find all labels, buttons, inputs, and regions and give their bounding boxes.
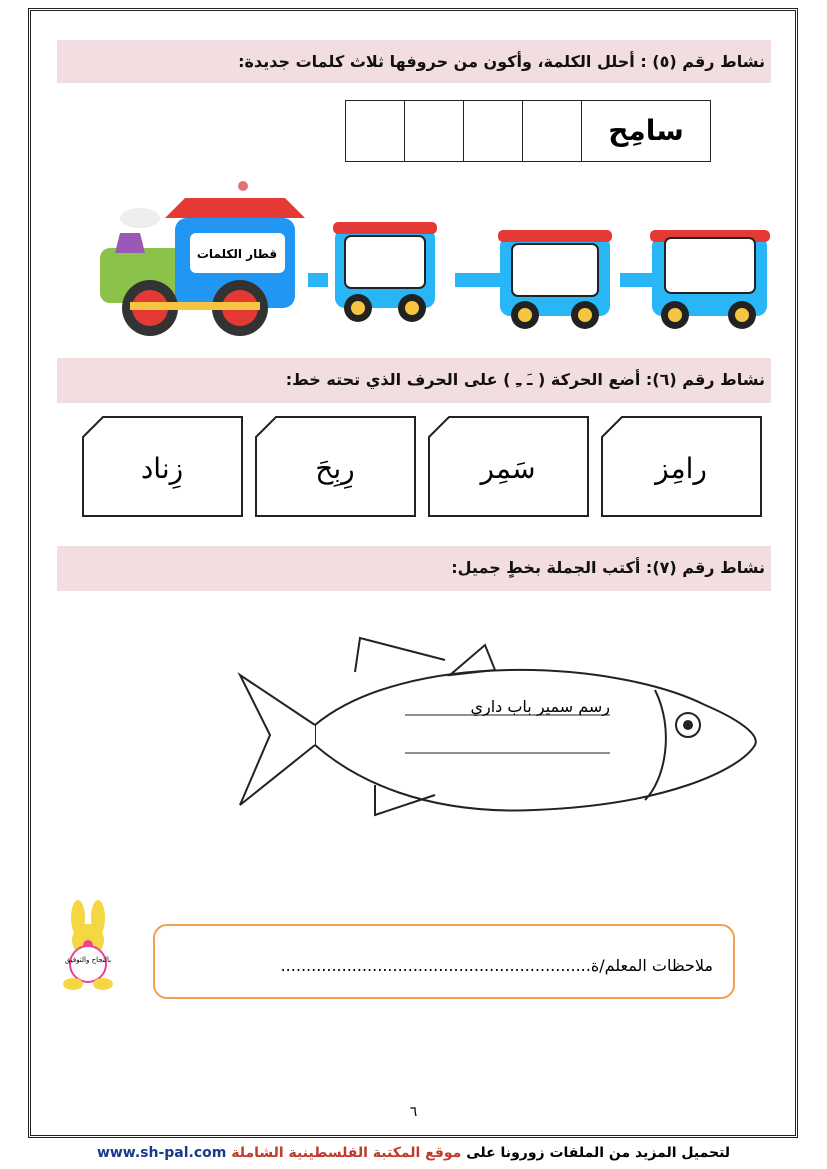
word-card xyxy=(82,416,242,517)
word-card xyxy=(601,416,761,517)
word-cell: سامِح xyxy=(581,101,710,161)
word-card-text: سَمِر xyxy=(480,452,536,485)
word-card xyxy=(428,416,588,517)
word-card-text: رامِز xyxy=(655,452,707,485)
train-car xyxy=(333,222,437,322)
badge-text: بالنجاح والتوفيق xyxy=(64,956,112,964)
model-sentence: رسم سمير باب داري xyxy=(470,697,610,716)
footer-url[interactable]: www.sh-pal.com xyxy=(96,1145,232,1161)
activity5-title: نشاط رقم (٥) : أحلل الكلمة، وأكون من حروفها ثلاث كلمات جديدة: xyxy=(57,40,771,83)
activity6-title: نشاط رقم (٦): أضع الحركة ( ـَ ـِ ) على الحرف الذي تحته خط: xyxy=(57,358,771,403)
train-car xyxy=(650,230,770,329)
activity7-title: نشاط رقم (٧): أكتب الجملة بخطٍ جميل: xyxy=(57,546,771,591)
word-card-text: رِبِحَ xyxy=(315,452,355,485)
letter-cell[interactable] xyxy=(463,101,522,161)
bunny-badge-illustration xyxy=(58,900,118,992)
word-card-text: زِناد xyxy=(140,452,184,485)
letter-cell[interactable] xyxy=(522,101,581,161)
footer-text: لتحميل المزيد من الملفات زورونا على xyxy=(461,1145,731,1161)
footer-site-name[interactable]: موقع المكتبة الفلسطينية الشاملة xyxy=(231,1145,462,1161)
letter-cell[interactable] xyxy=(346,101,404,161)
word-train-illustration xyxy=(80,178,780,338)
letter-cell[interactable] xyxy=(404,101,463,161)
letter-grid xyxy=(345,100,711,162)
page-number: ٦ xyxy=(409,1104,418,1120)
word-card xyxy=(255,416,415,517)
train-car xyxy=(498,230,612,329)
train-label: قطار الكلمات xyxy=(196,247,278,261)
teacher-notes-label: ملاحظات المعلم/ة............................................................. xyxy=(280,956,713,975)
footer xyxy=(0,1145,827,1161)
teacher-notes-box[interactable] xyxy=(153,924,735,999)
fish-illustration xyxy=(235,610,765,850)
